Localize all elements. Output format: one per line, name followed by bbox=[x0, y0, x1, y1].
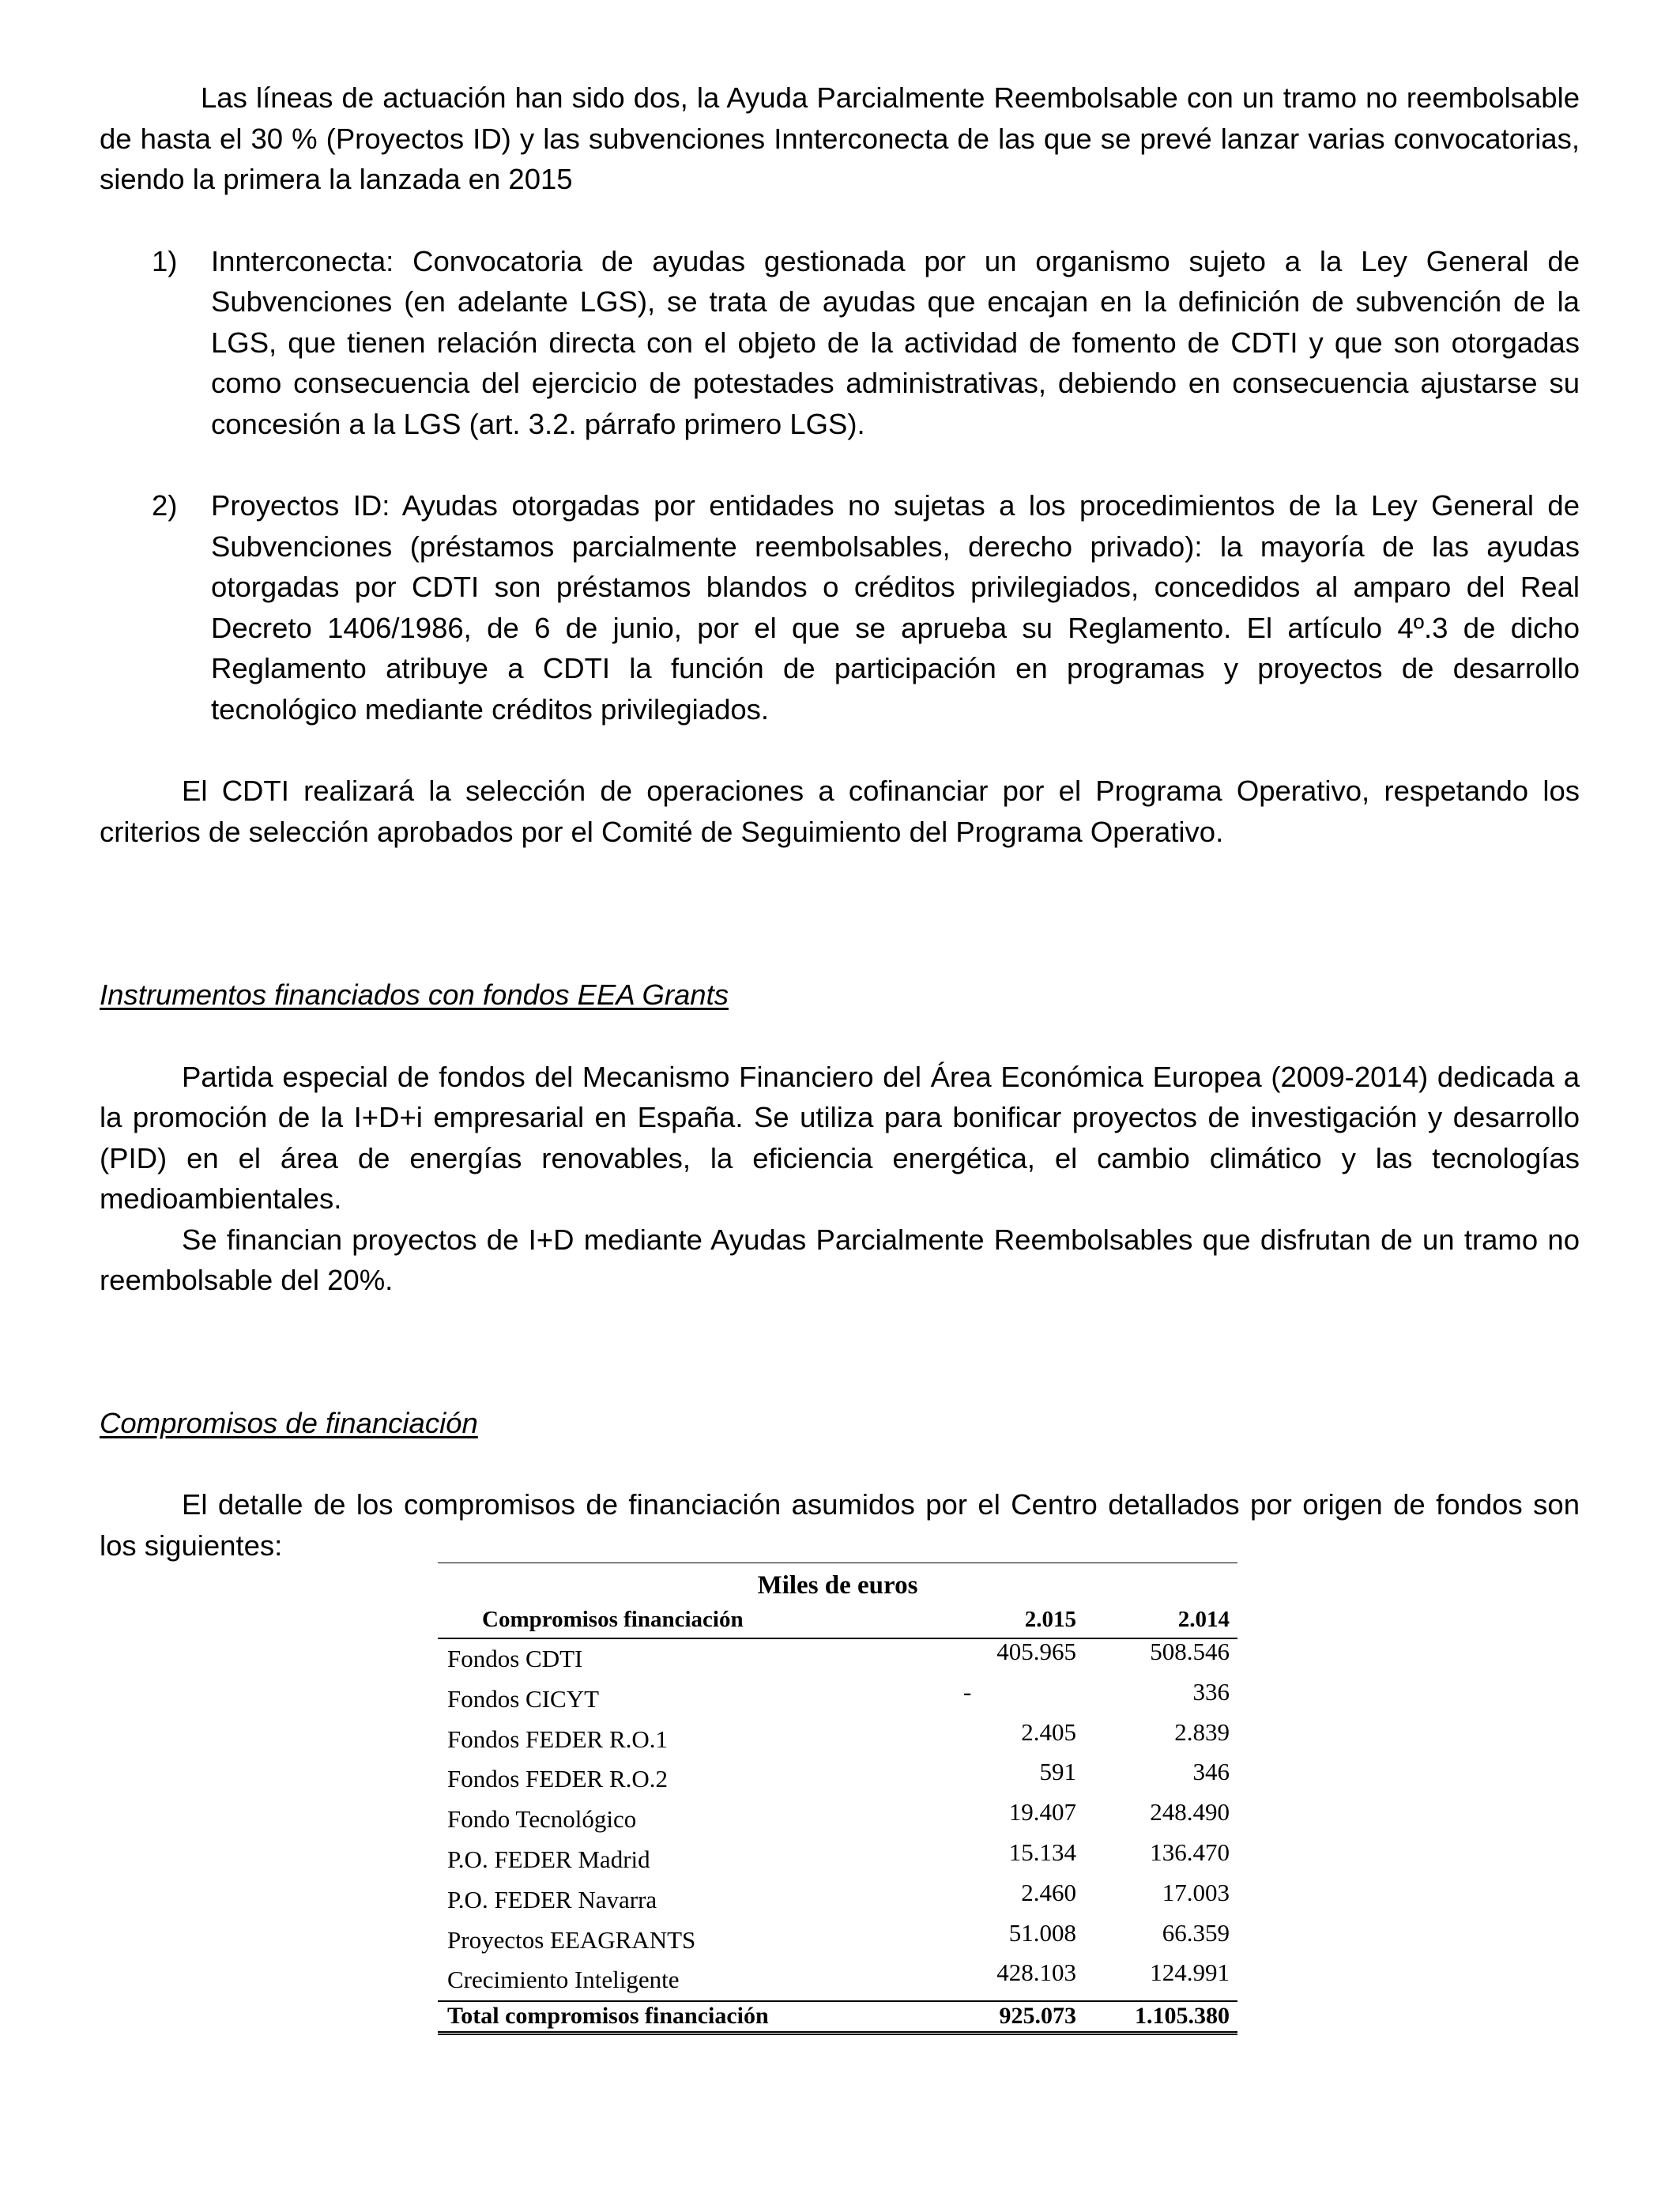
cdti-paragraph: El CDTI realizará la selección de operaciones a cofinanciar por el Programa Operativo, respetando los criterios de selección aprobados por el Comité de Seguimiento del Programa Operativo. bbox=[100, 775, 1580, 848]
row-label: Fondos FEDER R.O.1 bbox=[447, 1725, 669, 1753]
table-row bbox=[438, 1679, 1237, 1720]
table-row bbox=[438, 1880, 1237, 1921]
value-2015: 15.134 bbox=[1008, 1838, 1076, 1866]
table-row bbox=[438, 1918, 1237, 1961]
value-2014: 124.991 bbox=[1150, 1958, 1230, 1987]
value-2015: 51.008 bbox=[1008, 1918, 1076, 1947]
value-2014: 336 bbox=[1192, 1677, 1230, 1706]
document-page bbox=[100, 77, 1580, 1566]
header-2015: 2.015 bbox=[1024, 1607, 1076, 1632]
row-label: P.O. FEDER Navarra bbox=[447, 1885, 657, 1913]
list-number: 2) bbox=[152, 489, 178, 522]
value-2015: 428.103 bbox=[996, 1958, 1076, 1987]
header-label: Compromisos financiación bbox=[482, 1607, 744, 1632]
eea-paragraph-1: Partida especial de fondos del Mecanismo Financiero del Área Económica Europea (2009-2014) dedicada a la promoción de la I+D+i empresarial en España. Se utiliza para bonificar proyectos de investigación y desarrollo (PID) en el área de energías renovables, la eficiencia energética, el cambio climático y las tecnologías medioambientales. bbox=[100, 1060, 1580, 1215]
compromisos-paragraph: El detalle de los compromisos de financiación asumidos por el Centro detallados por origen de fondos son los siguientes: bbox=[100, 1488, 1580, 1562]
row-label: Fondos CICYT bbox=[447, 1684, 600, 1713]
value-2015: - bbox=[963, 1677, 972, 1706]
list-item-text: Proyectos ID: Ayudas otorgadas por entidades no sujetas a los procedimientos de la Ley General de Subvenciones (préstamos parcialmente reembolsables, derecho privado): la mayoría de las ayudas otorgadas por CDTI son préstamos blandos o créditos privilegiados, concedidos al amparo del Real Decreto 1406/1986, de 6 de junio, por el que se aprueba su Reglamento. El artículo 4º.3 de dicho Reglamento atribuye a CDTI la función de participación en programas y proyectos de desarrollo tecnológico mediante créditos privilegiados. bbox=[211, 489, 1580, 726]
value-2015: 405.965 bbox=[996, 1638, 1076, 1665]
total-2014: 1.105.380 bbox=[1135, 2003, 1230, 2030]
value-2014: 2.839 bbox=[1174, 1717, 1230, 1746]
value-2014: 17.003 bbox=[1162, 1878, 1230, 1906]
eea-paragraph-2: Se financian proyectos de I+D mediante Ayudas Parcialmente Reembolsables que disfrutan de un tramo no reembolsable del 20%. bbox=[100, 1223, 1580, 1296]
value-2014: 248.490 bbox=[1150, 1798, 1230, 1826]
row-label: P.O. FEDER Madrid bbox=[447, 1845, 650, 1873]
list-item bbox=[100, 485, 1580, 729]
row-label: Fondos CDTI bbox=[447, 1645, 583, 1672]
table-header bbox=[438, 1603, 1237, 1639]
value-2015: 2.460 bbox=[1021, 1878, 1076, 1906]
value-2014: 66.359 bbox=[1162, 1918, 1230, 1947]
total-2015: 925.073 bbox=[999, 2003, 1076, 2030]
row-label: Fondos FEDER R.O.2 bbox=[447, 1765, 669, 1793]
table-row bbox=[438, 1717, 1237, 1760]
table-row bbox=[438, 1800, 1237, 1840]
row-label: Fondo Tecnológico bbox=[447, 1805, 637, 1834]
row-label: Proyectos EEAGRANTS bbox=[447, 1925, 696, 1954]
value-2014: 508.546 bbox=[1150, 1638, 1230, 1665]
list-item-text: Innterconecta: Convocatoria de ayudas gestionada por un organismo sujeto a la Ley General de Subvenciones (en adelante LGS), se trata de ayudas que encajan en la definición de subvención de la LGS, que tienen relación directa con el objeto de la actividad de fomento de CDTI y que son otorgadas como consecuencia del ejercicio de potestades administrativas, debiendo en consecuencia ajustarse su concesión a la LGS (art. 3.2. párrafo primero LGS). bbox=[211, 244, 1580, 440]
header-2014: 2.014 bbox=[1177, 1607, 1230, 1632]
section-heading-compromisos: Compromisos de financiación bbox=[100, 1406, 478, 1439]
intro-paragraph: Las líneas de actuación han sido dos, la Ayuda Parcialmente Reembolsable con un tramo no reembolsable de hasta el 30 % (Proyectos ID) y las subvenciones Innterconecta de las que se prevé lanzar varias convocatorias, siendo la primera la lanzada en 2015 bbox=[100, 81, 1580, 195]
total-label: Total compromisos financiación bbox=[447, 2003, 769, 2030]
table-total-row bbox=[438, 2000, 1237, 2035]
table-row bbox=[438, 1759, 1237, 1800]
value-2015: 591 bbox=[1039, 1758, 1076, 1786]
table-row bbox=[438, 1840, 1237, 1880]
list-number: 1) bbox=[152, 244, 178, 277]
value-2014: 136.470 bbox=[1150, 1838, 1230, 1866]
table-row bbox=[438, 1639, 1237, 1679]
section-heading-eea: Instrumentos financiados con fondos EEA Grants bbox=[100, 978, 729, 1011]
value-2015: 19.407 bbox=[1008, 1798, 1076, 1826]
list-item bbox=[100, 241, 1580, 445]
financing-table bbox=[438, 1563, 1237, 2035]
row-label: Crecimiento Inteligente bbox=[447, 1966, 680, 1994]
value-2015: 2.405 bbox=[1021, 1717, 1076, 1746]
value-2014: 346 bbox=[1192, 1758, 1230, 1786]
table-caption: Miles de euros bbox=[757, 1571, 918, 1600]
table-row bbox=[438, 1960, 1237, 2000]
